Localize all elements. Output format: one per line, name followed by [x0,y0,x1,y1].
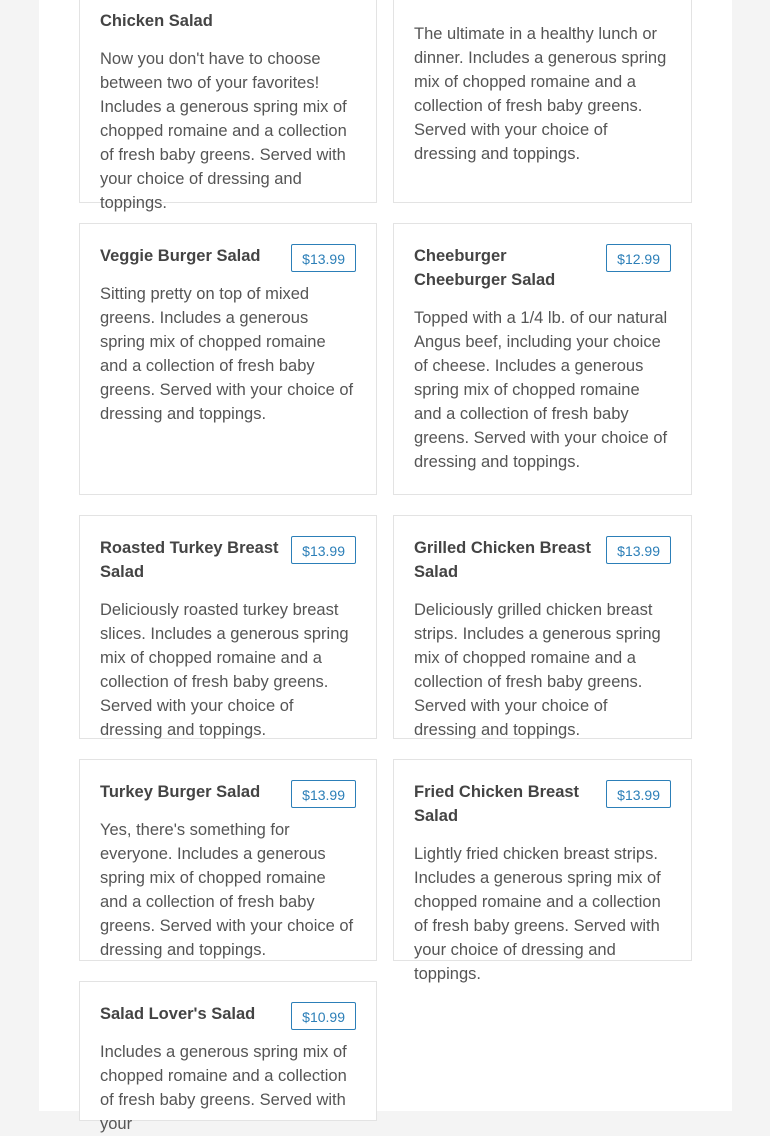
menu-item-description: Includes a generous spring mix of chopped romaine and a collection of fresh baby greens. Served with your [100,1043,347,1133]
menu-item-card [79,515,377,739]
menu-item-description: Lightly fried chicken breast strips. Includes a generous spring mix of chopped romaine and a collection of fresh baby greens. Served with your choice of dressing and toppings. [414,845,661,983]
menu-item-card [79,981,377,1133]
menu-item-card [393,223,692,495]
menu-item-name: Turkey Burger Salad [100,783,261,801]
menu-item-name: Roasted Turkey Breast Salad [100,539,279,581]
price-button[interactable]: $13.99 [291,244,356,272]
price-button[interactable]: $13.99 [606,536,671,564]
menu-item-name: Cheeburger Cheeburger Salad [414,247,556,289]
menu-item-description: Deliciously grilled chicken breast strips. Includes a generous spring mix of chopped romaine and a collection of fresh baby greens. Served with your choice of dressing and toppings. [414,601,661,739]
menu-item-card [79,0,377,212]
menu-item-description: Deliciously roasted turkey breast slices. Includes a generous spring mix of chopped romaine and a collection of fresh baby greens. Served with your choice of dressing and toppings. [100,601,349,739]
price-button[interactable]: $12.99 [606,244,671,272]
menu-panel [39,0,732,1133]
menu-item-name: Chicken Salad [100,12,213,30]
price-button[interactable]: $13.99 [291,536,356,564]
menu-item-description: Sitting pretty on top of mixed greens. Includes a generous spring mix of chopped romaine and a collection of fresh baby greens. Served with your choice of dressing and toppings. [100,285,354,423]
menu-item-card [393,515,692,739]
menu-item-description: Now you don't have to choose between two of your favorites! Includes a generous spring mix of chopped romaine and a collection of fresh baby greens. Served with your choice of dressing and toppings. [100,50,347,212]
price-button[interactable]: $10.99 [291,1002,356,1030]
menu-item-card [79,223,377,495]
menu-item-card [79,759,377,961]
menu-item-description: Topped with a 1/4 lb. of our natural Angus beef, including your choice of cheese. Includes a generous spring mix of chopped romaine and a collection of fresh baby greens. Served with your choice of dressing and toppings. [414,309,668,471]
menu-item-name: Fried Chicken Breast Salad [414,783,580,825]
menu-item-card [393,759,692,983]
menu-item-description: The ultimate in a healthy lunch or dinner. Includes a generous spring mix of chopped romaine and a collection of fresh baby greens. Served with your choice of dressing and toppings. [414,25,667,163]
menu-item-name: Grilled Chicken Breast Salad [414,539,591,581]
menu-item-name: Salad Lover's Salad [100,1005,256,1023]
menu-item-description: Yes, there's something for everyone. Includes a generous spring mix of chopped romaine and a collection of fresh baby greens. Served with your choice of dressing and toppings. [100,821,354,959]
menu-item-card [393,0,692,203]
price-button[interactable]: $13.99 [606,780,671,808]
menu-item-name: Veggie Burger Salad [100,247,261,265]
price-button[interactable]: $13.99 [291,780,356,808]
